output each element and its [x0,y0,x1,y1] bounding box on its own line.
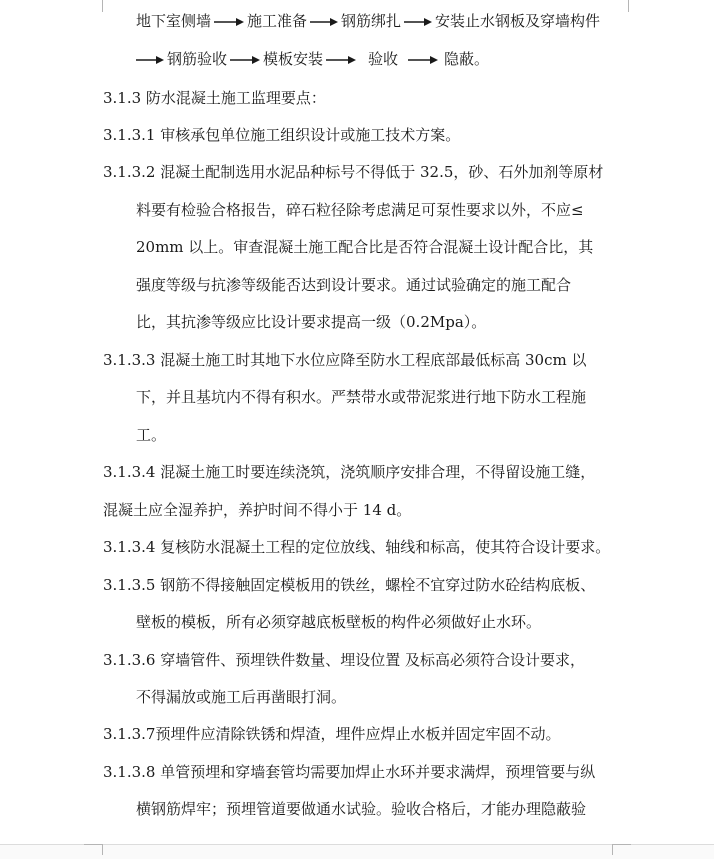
clause-line: 料要有检验合格报告，碎石粒径除考虑满足可泵性要求以外，不应≤ [136,201,584,219]
arrow-right-icon [404,17,432,27]
arrow-right-icon [136,55,164,65]
clause-line: 20mm 以上。审查混凝土施工配合比是否符合混凝土设计配合比，其 [136,238,594,256]
page-corner-mark [612,844,631,855]
flow-step: 钢筋验收 [167,50,228,68]
flow-step: 地下室侧墙 [136,12,212,30]
flow-line-1 [136,11,600,31]
clause-line: 3.1.3.1 审核承包单位施工组织设计或施工技术方案。 [103,126,461,144]
page-corner-mark [84,0,103,12]
arrow-right-icon [408,55,438,65]
clause-line: 3.1.3.5 钢筋不得接触固定模板用的铁丝，螺栓不宜穿过防水砼结构底板、 [103,576,596,594]
clause-line: 3.1.3.6 穿墙管件、预埋铁件数量、埋设位置 及标高必须符合设计要求， [103,651,586,669]
flow-step: 安装止水钢板及穿墙构件 [435,12,601,30]
clause-line: 3.1.3.4 混凝土施工时要连续浇筑，浇筑顺序安排合理，不得留设施工缝， [103,463,596,481]
clause-line: 比，其抗渗等级应比设计要求提高一级（0.2Mpa）。 [136,313,487,331]
flow-step: 钢筋绑扎 [341,12,402,30]
flow-step: 隐蔽。 [444,50,490,68]
clause-line: 3.1.3.3 混凝土施工时其地下水位应降至防水工程底部最低标高 30cm 以 [103,351,587,369]
clause-line: 3.1.3.2 混凝土配制选用水泥品种标号不得低于 32.5，砂、石外加剂等原材 [103,163,604,181]
flow-step: 施工准备 [247,12,308,30]
page-corner-mark [84,844,103,855]
arrow-right-icon [310,17,338,27]
flow-step: 模板安装 [263,50,324,68]
clause-line: 下，并且基坑内不得有积水。严禁带水或带泥浆进行地下防水工程施 [136,388,587,406]
arrow-right-icon [326,55,356,65]
clause-line: 3.1.3.4 复核防水混凝土工程的定位放线、轴线和标高，使其符合设计要求。 [103,538,611,556]
clause-line: 混凝土应全湿养护，养护时间不得小于 14 d。 [103,501,412,519]
flow-line-2 [136,49,489,69]
clause-line: 横钢筋焊牢；预埋管道要做通水试验。验收合格后，才能办理隐蔽验 [136,800,587,818]
flow-step: 验收 [368,50,399,68]
page-bottom-edge [0,844,714,859]
page-corner-mark [628,0,647,12]
arrow-right-icon [230,55,260,65]
clause-line: 强度等级与抗渗等级能否达到设计要求。通过试验确定的施工配合 [136,276,572,294]
clause-line: 壁板的模板，所有必须穿越底板壁板的构件必须做好止水环。 [136,613,542,631]
clause-line: 3.1.3.7预埋件应清除铁锈和焊渣，埋件应焊止水板并固定牢固不动。 [103,725,561,743]
section-heading: 3.1.3 防水混凝土施工监理要点： [103,89,326,107]
clause-line: 不得漏放或施工后再凿眼打洞。 [136,688,347,706]
arrow-right-icon [214,17,244,27]
clause-line: 工。 [136,426,167,444]
clause-line: 3.1.3.8 单管预埋和穿墙套管均需要加焊止水环并要求满焊，预埋管要与纵 [103,763,596,781]
